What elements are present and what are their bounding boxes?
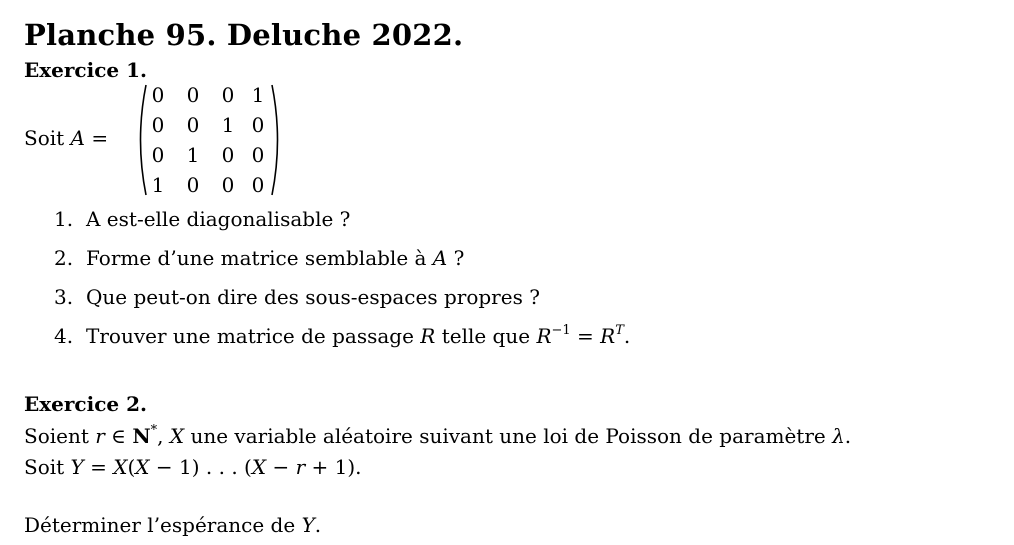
math-operator: = [83, 455, 114, 479]
math-symbol: R [536, 324, 552, 348]
question-text: ? [447, 246, 465, 270]
text: Déterminer l’espérance de [24, 513, 302, 537]
matrix-cell: 0 [186, 113, 200, 137]
question-text: Forme d’une matrice semblable à [86, 246, 433, 270]
math-symbol: R [600, 324, 616, 348]
left-paren-icon [134, 84, 148, 196]
document-page [24, 0, 994, 545]
question-text: . [623, 324, 631, 348]
matrix-A [134, 84, 284, 196]
question-text: Que peut-on dire des sous-espaces propres ? [86, 285, 540, 309]
text: , [157, 424, 170, 448]
math-symbol: Y [301, 513, 315, 537]
soit-word: Soit [24, 126, 65, 150]
exercise-1-heading: Exercice 1. [24, 58, 147, 82]
math-operator: ( [127, 455, 136, 479]
matrix-symbol: A [70, 126, 85, 150]
math-operator: − 1) . . . ( [149, 455, 252, 479]
math-symbol: X [113, 455, 128, 479]
matrix-cell: 0 [186, 83, 200, 107]
matrix-cell: 0 [221, 83, 235, 107]
matrix-cell: 0 [151, 143, 165, 167]
text: . [314, 513, 322, 537]
question-number: 3. [54, 285, 74, 309]
matrix-cell: 1 [251, 83, 265, 107]
matrix-cell: 0 [251, 113, 265, 137]
exercise-2-heading: Exercice 2. [24, 392, 147, 416]
matrix-cell: 0 [221, 143, 235, 167]
matrix-cell: 1 [151, 173, 165, 197]
math-symbol: Y [70, 455, 84, 479]
math-symbol: r [295, 455, 306, 479]
math-symbol: R [420, 324, 436, 348]
math-symbol: r [95, 424, 105, 448]
matrix-cell: 0 [221, 173, 235, 197]
question-number: 1. [54, 207, 74, 231]
question-text: telle que [435, 324, 537, 348]
math-symbol: X [251, 455, 267, 479]
math-exponent: T [615, 323, 624, 338]
text: . [844, 424, 852, 448]
question-text: Trouver une matrice de passage [86, 324, 421, 348]
math-operator: + 1). [305, 455, 362, 479]
text: Soit [24, 455, 71, 479]
question-list [54, 207, 630, 363]
math-exponent: −1 [551, 323, 571, 338]
matrix-cell: 1 [186, 143, 200, 167]
math-symbol: A [432, 246, 448, 270]
matrix-cell: 0 [186, 173, 200, 197]
equals-sign: = [91, 126, 109, 150]
text: une variable aléatoire suivant une loi de Poisson de paramètre [184, 424, 833, 448]
question-item [54, 246, 630, 285]
question-text: A est-elle diagonalisable ? [86, 207, 351, 231]
exercise-2-line-3 [24, 513, 321, 537]
matrix-cell: 0 [251, 143, 265, 167]
math-symbol: X [169, 424, 185, 448]
math-operator: = [570, 324, 601, 348]
text: Soient [24, 424, 96, 448]
question-item [54, 324, 630, 363]
matrix-intro [24, 126, 108, 150]
math-operator: − [266, 455, 296, 479]
math-operator: ∈ [104, 424, 133, 448]
page-title: Planche 95. Deluche 2022. [24, 18, 464, 52]
right-paren-icon [270, 84, 284, 196]
matrix-cell: 0 [251, 173, 265, 197]
matrix-cell: 0 [151, 83, 165, 107]
question-item [54, 207, 630, 246]
question-number: 2. [54, 246, 74, 270]
math-exponent: * [150, 423, 158, 438]
question-item [54, 285, 630, 324]
math-symbol: X [135, 455, 150, 479]
question-number: 4. [54, 324, 74, 348]
matrix-cell: 0 [151, 113, 165, 137]
exercise-2-line-2 [24, 455, 362, 479]
math-set-N: N [132, 424, 151, 448]
math-symbol: λ [832, 424, 845, 448]
matrix-cell: 1 [221, 113, 235, 137]
exercise-2-line-1 [24, 424, 851, 448]
